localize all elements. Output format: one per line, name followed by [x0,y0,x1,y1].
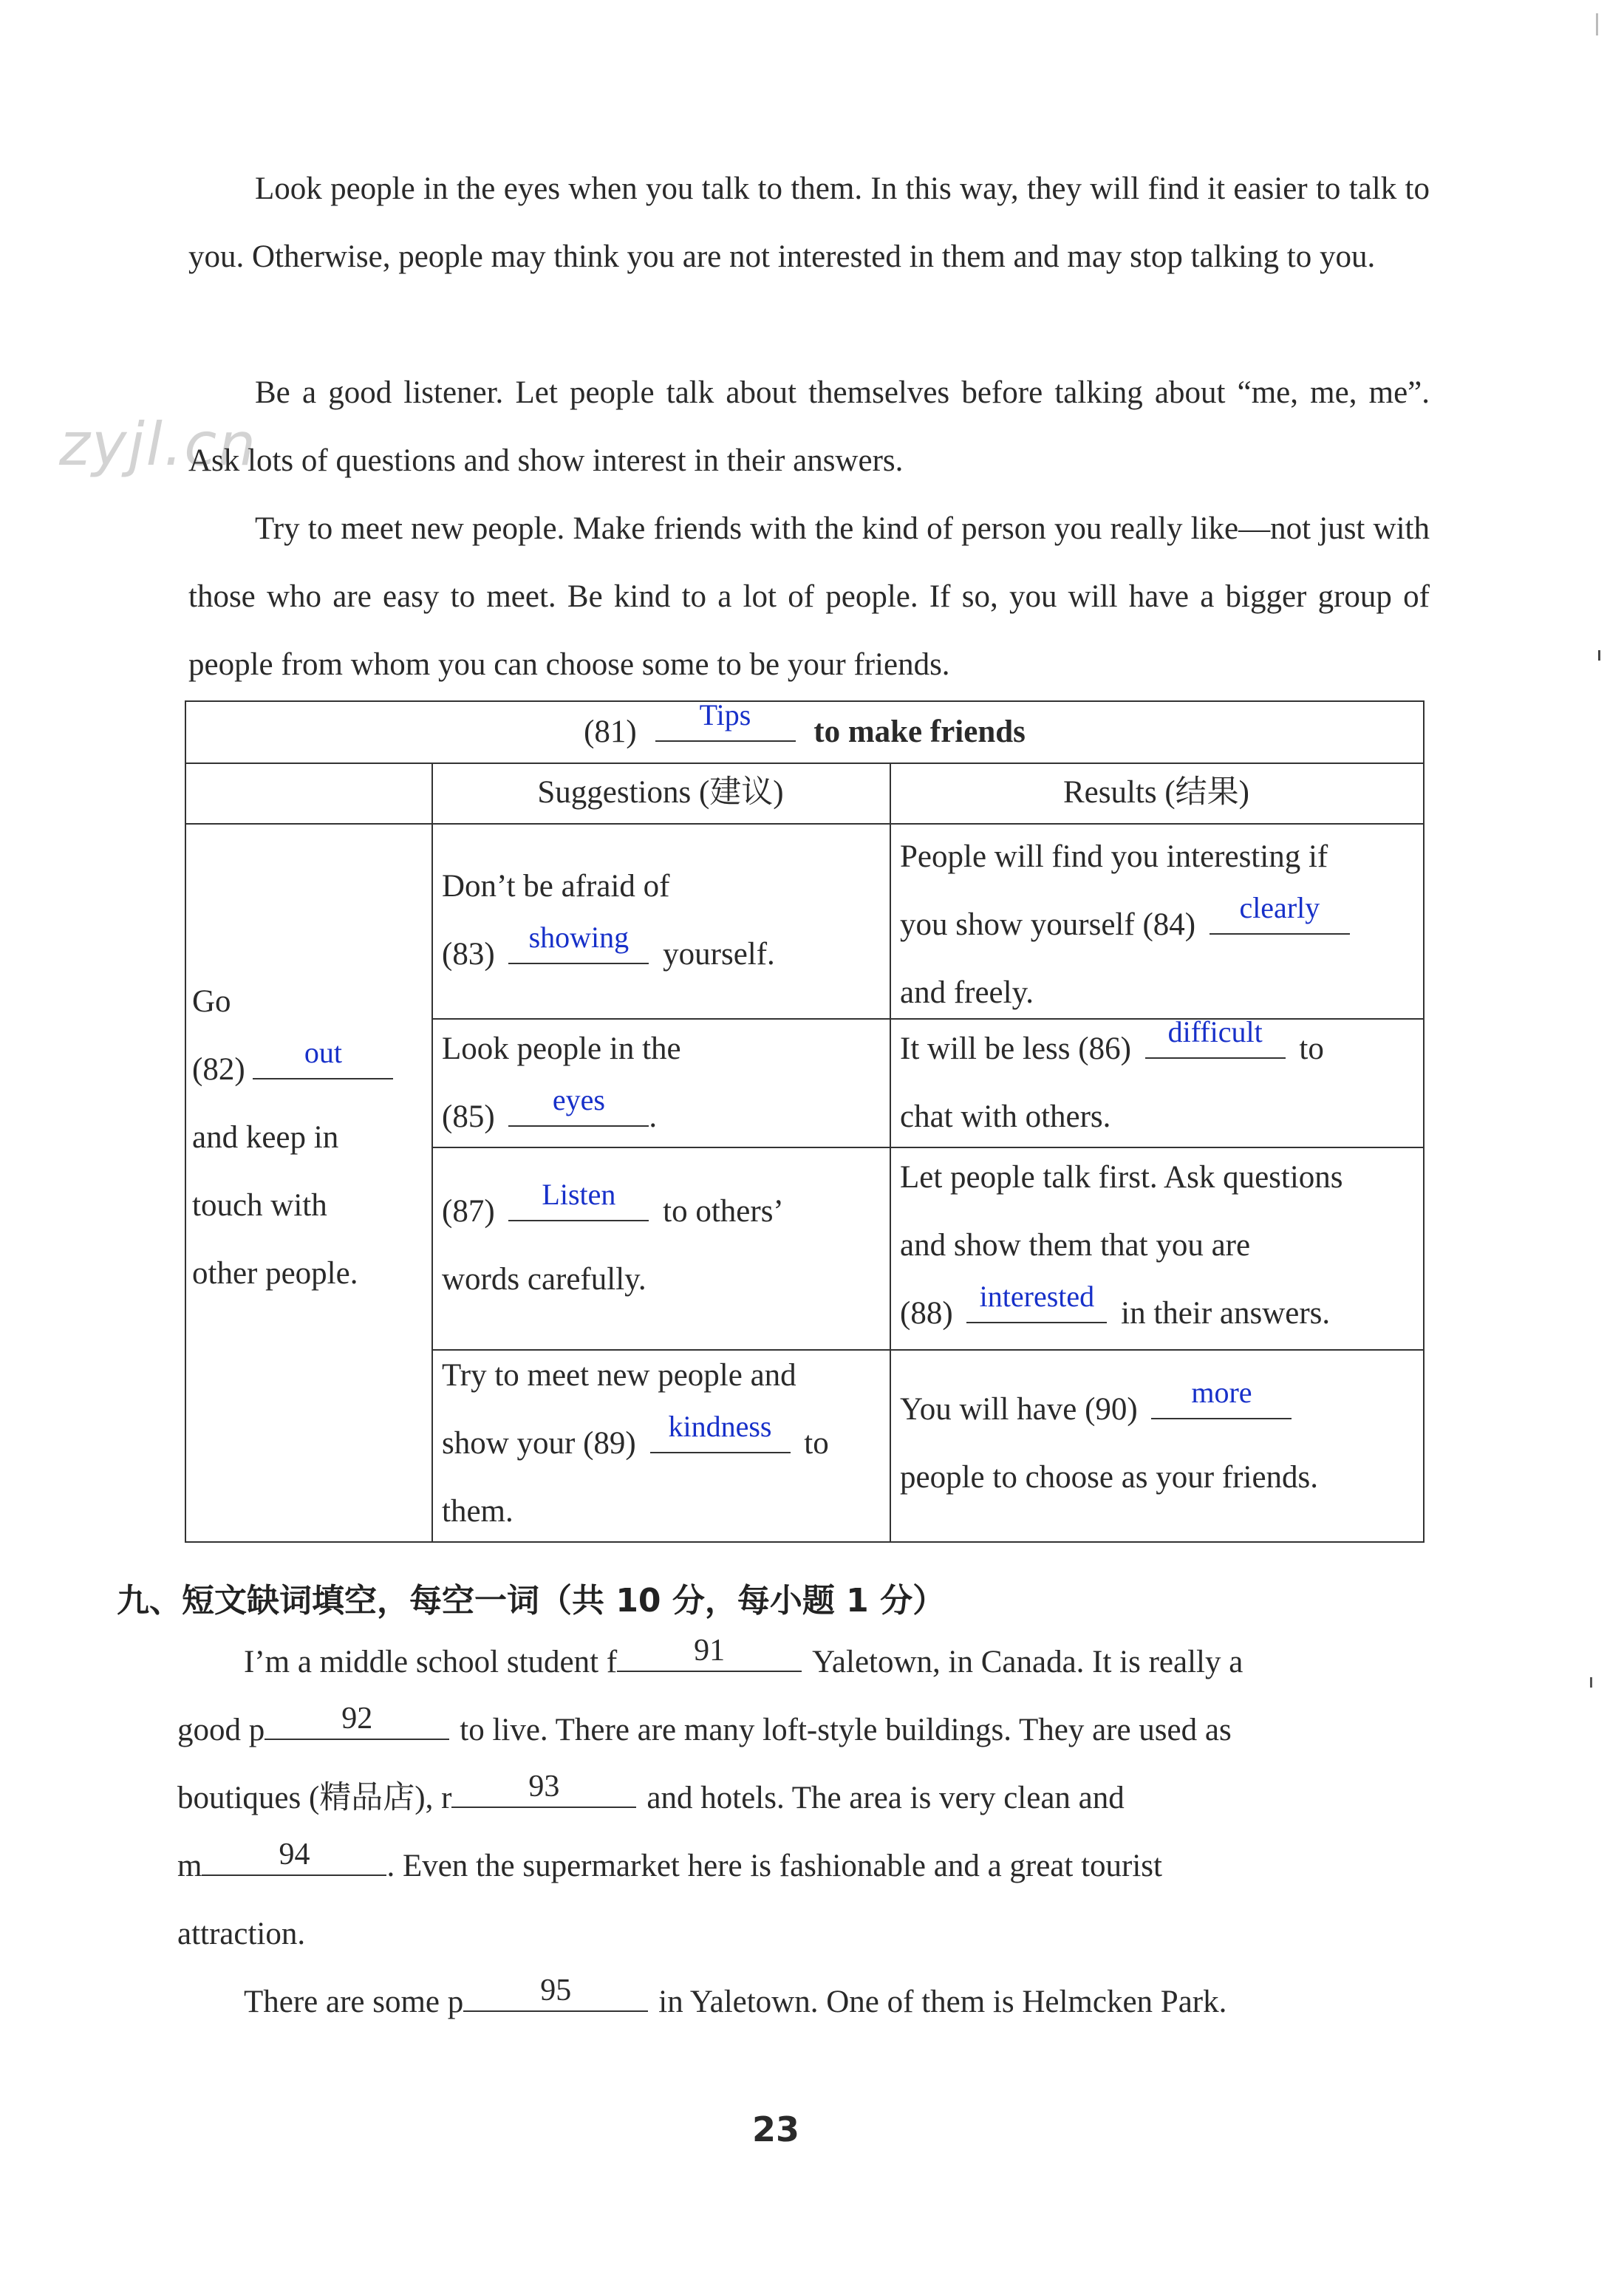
answer-blank-84 [1210,891,1350,935]
fill-line-2 [177,1696,1433,1764]
left-line-go: Go [192,984,231,1019]
fill-line-5: attraction. [177,1917,306,1951]
fill-blank-92 [265,1702,449,1740]
result-3-after: in their answers. [1121,1296,1331,1331]
suggestion-cell-2 [442,1015,885,1151]
fill-number-95: 95 [540,1973,572,2007]
fill-number-93: 93 [528,1770,560,1804]
answer-88: interested [979,1280,1095,1313]
suggestion-cell-1 [442,853,885,989]
result-3-line-1: Let people talk first. Ask questions [900,1160,1343,1195]
result-3-line-3 [900,1280,1417,1348]
suggestion-3-line-1 [442,1178,885,1246]
margin-mark [1596,13,1598,35]
watermark: zyjl.cn [59,410,257,479]
left-line-82 [192,1036,429,1104]
result-cell-3 [900,1144,1417,1348]
suggestion-3-after: to others’ [663,1194,784,1229]
answer-blank-82 [253,1036,393,1079]
answer-82: out [304,1036,342,1069]
fill-line-2b: to live. There are many loft-style buildings. They are used as [460,1713,1232,1747]
answer-89: kindness [668,1410,772,1443]
suggestion-4-line-1: Try to meet new people and [442,1358,796,1393]
result-2-line-2: chat with others. [900,1099,1111,1134]
question-number-85: (85) [442,1099,495,1134]
suggestion-2-line-1: Look people in the [442,1031,681,1066]
result-1-line-3: and freely. [900,975,1034,1010]
header-suggestions: Suggestions (建议) [537,775,784,810]
fill-line-1 [177,1628,1433,1696]
margin-mark [1598,650,1600,661]
answer-blank-89 [650,1410,791,1453]
fill-line-6 [177,1968,1433,2036]
passage-paragraph-1: Look people in the eyes when you talk to them. In this way, they will find it easier to talk to you. Otherwise, people may think you are not interested in them and may stop talking to you. [188,171,1430,274]
fill-line-6a: There are some p [244,1985,464,2019]
question-number-88: (88) [900,1296,953,1331]
fill-line-4a: m [177,1849,202,1883]
question-number-83: (83) [442,937,495,972]
fill-number-94: 94 [279,1838,310,1872]
suggestion-1-after: yourself. [663,937,775,972]
left-column-cell [192,968,429,1308]
passage-paragraph-2: Be a good listener. Let people talk about themselves before talking about “me, me, me”. Ask lots of questions and show interest in their answers. [188,375,1430,478]
answer-blank-90 [1151,1376,1292,1419]
suggestion-4-line-2 [442,1410,885,1478]
answer-blank-87 [508,1178,649,1221]
suggestion-cell-3 [442,1178,885,1314]
fill-blank-91 [617,1634,802,1672]
fill-line-1b: Yaletown, in Canada. It is really a [812,1645,1243,1679]
fill-line-4b: . Even the supermarket here is fashionable and a great tourist [386,1849,1162,1883]
tips-table [185,700,1425,1543]
left-line-5: other people. [192,1256,358,1291]
section-title: 九、短文缺词填空，每空一词（共 10 分，每小题 1 分） [117,1582,946,1620]
result-cell-4 [900,1376,1417,1512]
fill-line-4 [177,1832,1433,1900]
result-2-line-1 [900,1015,1417,1083]
fill-number-91: 91 [694,1634,726,1668]
answer-90: more [1191,1376,1252,1409]
answer-blank-83 [508,921,649,964]
left-line-3: and keep in [192,1120,339,1155]
fill-line-2a: good p [177,1713,265,1747]
fill-line-3b: and hotels. The area is very clean and [646,1781,1125,1815]
margin-mark [1590,1677,1592,1688]
table-title-text: to make friends [813,714,1026,749]
answer-86: difficult [1167,1015,1263,1048]
suggestion-4-before: show your (89) [442,1426,636,1461]
result-cell-2 [900,1015,1417,1151]
result-1-line-1: People will find you interesting if [900,839,1328,874]
answer-blank-88 [966,1280,1107,1323]
result-4-line-2: people to choose as your friends. [900,1460,1319,1495]
suggestion-4-after: to [804,1426,829,1461]
result-3-line-2: and show them that you are [900,1228,1251,1263]
page-number: 23 [751,2109,799,2149]
answer-blank-86 [1145,1015,1286,1059]
fill-blank-94 [202,1838,386,1876]
answer-83: showing [528,921,630,954]
question-number-82: (82) [192,1052,245,1087]
answer-blank-85 [508,1083,649,1127]
result-2-before: It will be less (86) [900,1031,1131,1066]
fill-blank-93 [451,1770,636,1808]
fill-line-3a: boutiques (精品店), r [177,1781,452,1815]
suggestion-4-line-3: them. [442,1494,514,1529]
suggestion-cell-4 [442,1342,885,1546]
header-results: Results (结果) [1062,775,1250,810]
left-line-4: touch with [192,1188,327,1223]
suggestion-1-line-1: Don’t be afraid of [442,869,670,904]
suggestion-2-after: . [649,1099,658,1134]
table-title [186,698,1423,763]
result-2-after: to [1299,1031,1324,1066]
question-number-81: (81) [584,714,637,749]
result-4-line-1 [900,1376,1417,1444]
fill-blank-95 [463,1973,648,2012]
answer-84: clearly [1239,891,1320,924]
answer-87: Listen [542,1178,616,1211]
answer-81: Tips [699,698,751,731]
suggestion-3-line-2: words carefully. [442,1262,646,1297]
suggestion-2-line-2 [442,1083,885,1151]
result-1-before: you show yourself (84) [900,907,1196,942]
fill-line-3 [177,1764,1433,1832]
fill-in-passage [177,1628,1433,2036]
result-4-before: You will have (90) [900,1392,1138,1427]
result-1-line-2 [900,891,1417,959]
suggestion-1-line-2 [442,921,885,989]
result-cell-1 [900,823,1417,1027]
passage-paragraph-3: Try to meet new people. Make friends with the kind of person you really like—not just with those who are easy to meet. Be kind to a lot of people. If so, you will have a bigger group of people from whom you can choose some to be your friends. [188,511,1430,682]
fill-line-6b: in Yaletown. One of them is Helmcken Park. [658,1985,1227,2019]
answer-85: eyes [552,1083,605,1116]
answer-blank-81 [655,698,796,742]
fill-line-1a: I’m a middle school student f [244,1645,618,1679]
fill-number-92: 92 [341,1702,373,1736]
question-number-87: (87) [442,1194,495,1229]
